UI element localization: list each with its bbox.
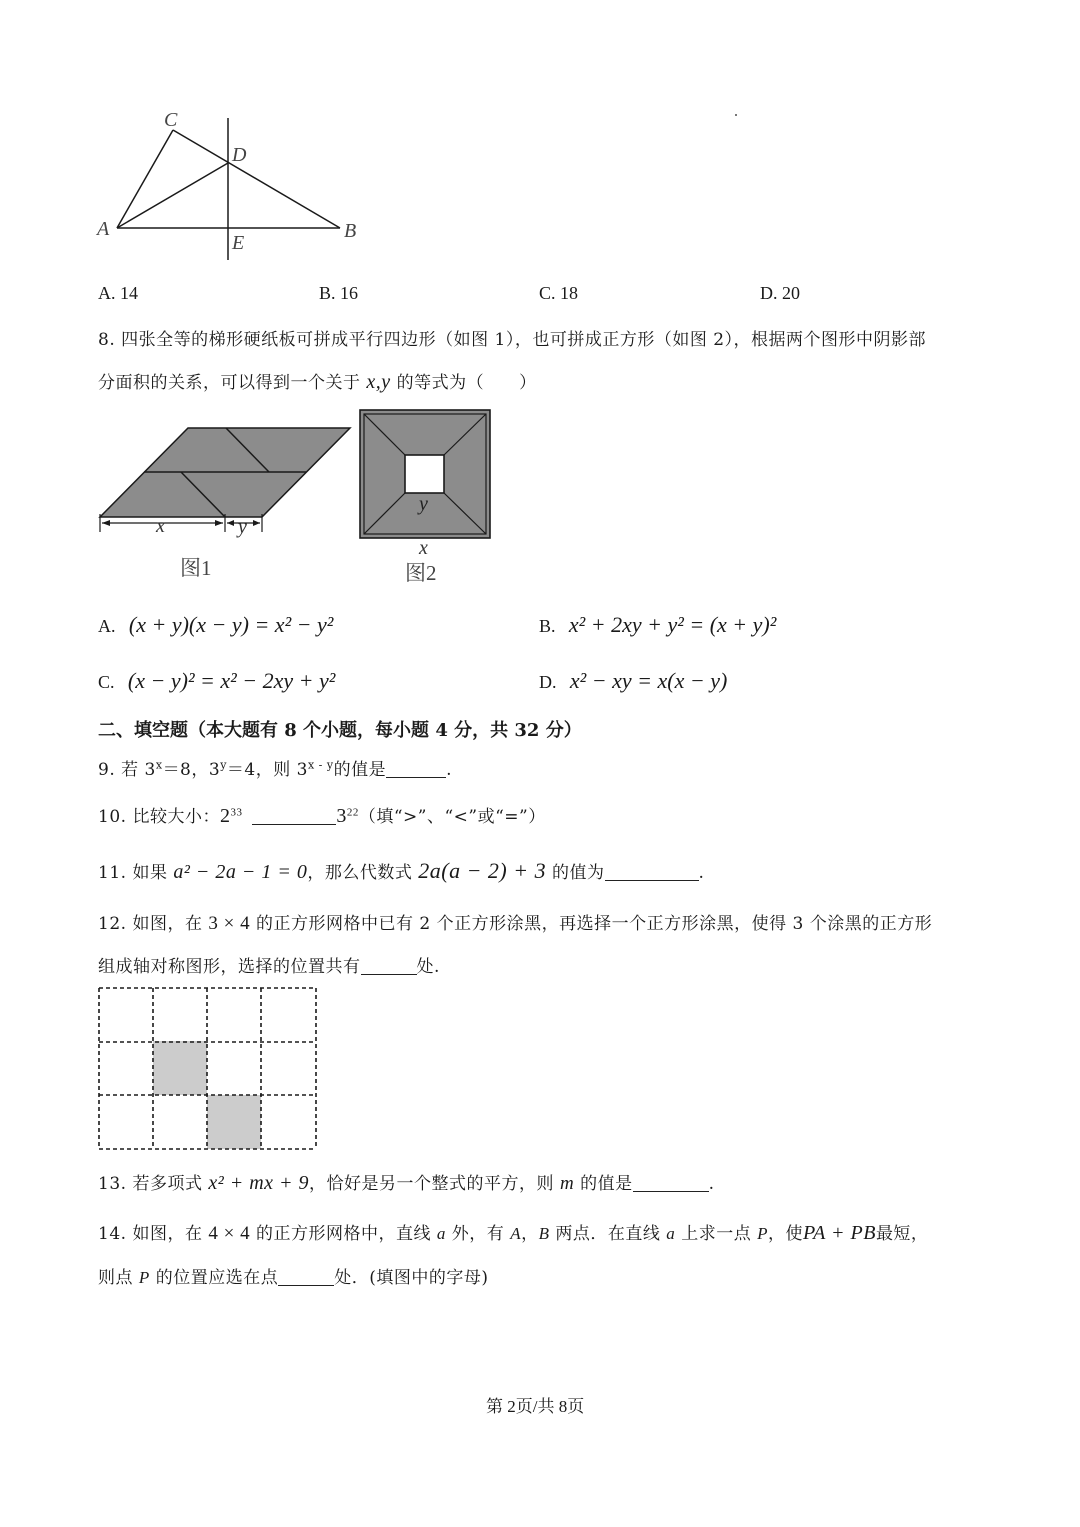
q9-t1: ＝8，3 bbox=[162, 760, 221, 780]
q12-grid-figure bbox=[96, 985, 320, 1153]
q14-line2-pre: 则点 bbox=[98, 1268, 133, 1288]
q14-expression: PA + PB bbox=[803, 1222, 876, 1244]
q14-var-a: a bbox=[436, 1224, 446, 1243]
q7-option-b[interactable]: B. 16 bbox=[319, 283, 359, 303]
q12-line1-pre: 12. 如图，在 bbox=[98, 914, 203, 934]
q8-figure-1 bbox=[92, 420, 360, 590]
q14-var-B: B bbox=[538, 1224, 550, 1243]
label-d: D bbox=[232, 144, 247, 166]
q9-t2: ＝4，则 3 bbox=[226, 760, 308, 780]
q8-option-a-formula: (x + y)(x − y) = x² − y² bbox=[128, 612, 334, 637]
q14-grid-size: 4 × 4 bbox=[208, 1223, 251, 1244]
q10-pre: 10. 比较大小： bbox=[98, 807, 220, 827]
fig1-y-label: y bbox=[238, 516, 247, 538]
q7-triangle-figure bbox=[90, 100, 380, 270]
scan-dot bbox=[735, 114, 737, 116]
q9-exp-1: x bbox=[155, 758, 163, 772]
q9 bbox=[98, 755, 452, 780]
q12-line1 bbox=[98, 909, 932, 935]
label-e: E bbox=[232, 232, 245, 254]
q14-line1-mid2: 外，有 bbox=[451, 1224, 505, 1244]
q14-comma: ， bbox=[521, 1224, 539, 1244]
q10-base-1: 2 bbox=[219, 805, 231, 827]
q9-exp-2: y bbox=[220, 758, 227, 772]
q9-end: . bbox=[446, 760, 453, 780]
q13-answer-blank[interactable] bbox=[633, 1173, 709, 1192]
q10 bbox=[98, 802, 546, 828]
q11-end: . bbox=[698, 863, 705, 883]
q12-answer-blank[interactable] bbox=[361, 956, 417, 975]
q14-line2-post: 处．(填图中的字母) bbox=[334, 1268, 489, 1288]
q14-line2 bbox=[98, 1263, 488, 1288]
q9-pre: 9. 若 3 bbox=[98, 760, 156, 780]
inner-square bbox=[405, 455, 444, 493]
q9-exp-3: x - y bbox=[307, 758, 334, 772]
q8-option-c-label: C. bbox=[98, 672, 115, 692]
q11-answer-blank[interactable] bbox=[605, 862, 699, 881]
q10-post: （填“>”、“<”或“=”） bbox=[358, 807, 546, 827]
q8-vars: x,y bbox=[366, 371, 391, 393]
q8-option-a-label: A. bbox=[98, 616, 116, 636]
q8-option-b-label: B. bbox=[539, 616, 556, 636]
q9-t3: 的值是 bbox=[333, 760, 387, 780]
q8-option-a[interactable] bbox=[98, 612, 333, 638]
q12-line1-post: 的正方形网格中已有 2 个正方形涂黑，再选择一个正方形涂黑，使得 3 个涂黑的正方形 bbox=[255, 914, 933, 934]
q13-polynomial: x² + mx + 9 bbox=[208, 1172, 310, 1194]
q14-line1-mid1: 的正方形网格中，直线 bbox=[255, 1224, 431, 1244]
q10-answer-blank[interactable] bbox=[252, 806, 336, 825]
fig1-x-label: x bbox=[156, 515, 165, 537]
q14-line2-mid: 的位置应选在点 bbox=[155, 1268, 279, 1288]
q8-option-d-label: D. bbox=[539, 672, 557, 692]
q8-option-c[interactable] bbox=[98, 668, 335, 694]
q12-line2-pre: 组成轴对称图形，选择的位置共有 bbox=[98, 957, 361, 977]
q7-option-c[interactable]: C. 18 bbox=[539, 283, 579, 303]
segment-cb bbox=[173, 130, 340, 228]
q14-line1-mid3: 两点．在直线 bbox=[555, 1224, 661, 1244]
q14-var-A: A bbox=[510, 1224, 522, 1243]
q13-pre: 13. 若多项式 bbox=[98, 1174, 203, 1194]
q10-exp-1: 33 bbox=[230, 806, 243, 819]
q8-stem-line2-post: 的等式为（ ） bbox=[396, 373, 537, 393]
q9-answer-blank[interactable] bbox=[386, 759, 446, 778]
q8-stem-line1: 8. 四张全等的梯形硬纸板可拼成平行四边形（如图 1），也可拼成正方形（如图 2），根据两个图形中阴影部 bbox=[98, 330, 927, 350]
q8-option-d[interactable] bbox=[539, 668, 727, 694]
page-footer: 第 2页/共 8页 bbox=[486, 1397, 585, 1416]
q11-mid: ，那么代数式 bbox=[307, 863, 413, 883]
section-2-title: 二、填空题（本大题有 8 个小题，每小题 4 分，共 32 分） bbox=[98, 720, 582, 741]
q14-var-P: P bbox=[757, 1224, 768, 1243]
q14-var-P2: P bbox=[138, 1268, 150, 1287]
q10-base-2: 3 bbox=[336, 805, 347, 827]
shaded-cell-r3c3 bbox=[207, 1095, 261, 1149]
fig2-caption: 图2 bbox=[405, 561, 437, 585]
q8-option-b-formula: x² + 2xy + y² = (x + y)² bbox=[568, 612, 777, 637]
q14-answer-blank[interactable] bbox=[278, 1267, 334, 1286]
q13-mid: ，恰好是另一个整式的平方，则 bbox=[309, 1174, 555, 1194]
q11-pre: 11. 如果 bbox=[98, 863, 168, 883]
q14-line1 bbox=[98, 1219, 928, 1245]
q14-line1-mid4: 上求一点 bbox=[681, 1224, 752, 1244]
q13-end: . bbox=[708, 1174, 715, 1194]
shaded-cell-r2c2 bbox=[153, 1041, 207, 1095]
q12-grid-size: 3 × 4 bbox=[208, 913, 251, 934]
label-c: C bbox=[164, 109, 178, 131]
fig2-x-label: x bbox=[419, 537, 428, 559]
q8-option-d-formula: x² − xy = x(x − y) bbox=[569, 668, 728, 693]
q11 bbox=[98, 858, 704, 884]
q10-exp-2: 22 bbox=[346, 806, 359, 819]
q11-expression: 2a(a − 2) + 3 bbox=[418, 858, 547, 883]
segment-ac bbox=[117, 130, 173, 228]
q14-line1-pre: 14. 如图，在 bbox=[98, 1224, 203, 1244]
q7-option-a[interactable]: A. 14 bbox=[98, 283, 138, 303]
q11-equation: a² − 2a − 1 = 0 bbox=[173, 861, 308, 883]
q14-line1-mid5: ，使 bbox=[768, 1224, 803, 1244]
segment-ad bbox=[117, 163, 228, 228]
q8-option-c-formula: (x − y)² = x² − 2xy + y² bbox=[127, 668, 336, 693]
q8-stem-line2 bbox=[98, 368, 537, 394]
fig1-caption: 图1 bbox=[180, 556, 212, 580]
label-b: B bbox=[344, 220, 357, 242]
q14-line1-post: 最短， bbox=[875, 1224, 929, 1244]
q8-option-b[interactable] bbox=[539, 612, 776, 638]
q12-line2 bbox=[98, 952, 440, 977]
q8-stem-line2-pre: 分面积的关系，可以得到一个关于 bbox=[98, 373, 361, 393]
q11-post: 的值为 bbox=[552, 863, 605, 883]
q12-line2-post: 处. bbox=[416, 957, 440, 977]
q8-figure-2 bbox=[355, 405, 495, 590]
q13 bbox=[98, 1169, 715, 1195]
fig2-y-label: y bbox=[419, 493, 428, 515]
q13-post: 的值是 bbox=[580, 1174, 633, 1194]
q14-var-a2: a bbox=[666, 1224, 676, 1243]
label-a: A bbox=[97, 218, 110, 240]
q7-option-d[interactable]: D. 20 bbox=[760, 283, 800, 303]
q13-var-m: m bbox=[559, 1173, 575, 1194]
